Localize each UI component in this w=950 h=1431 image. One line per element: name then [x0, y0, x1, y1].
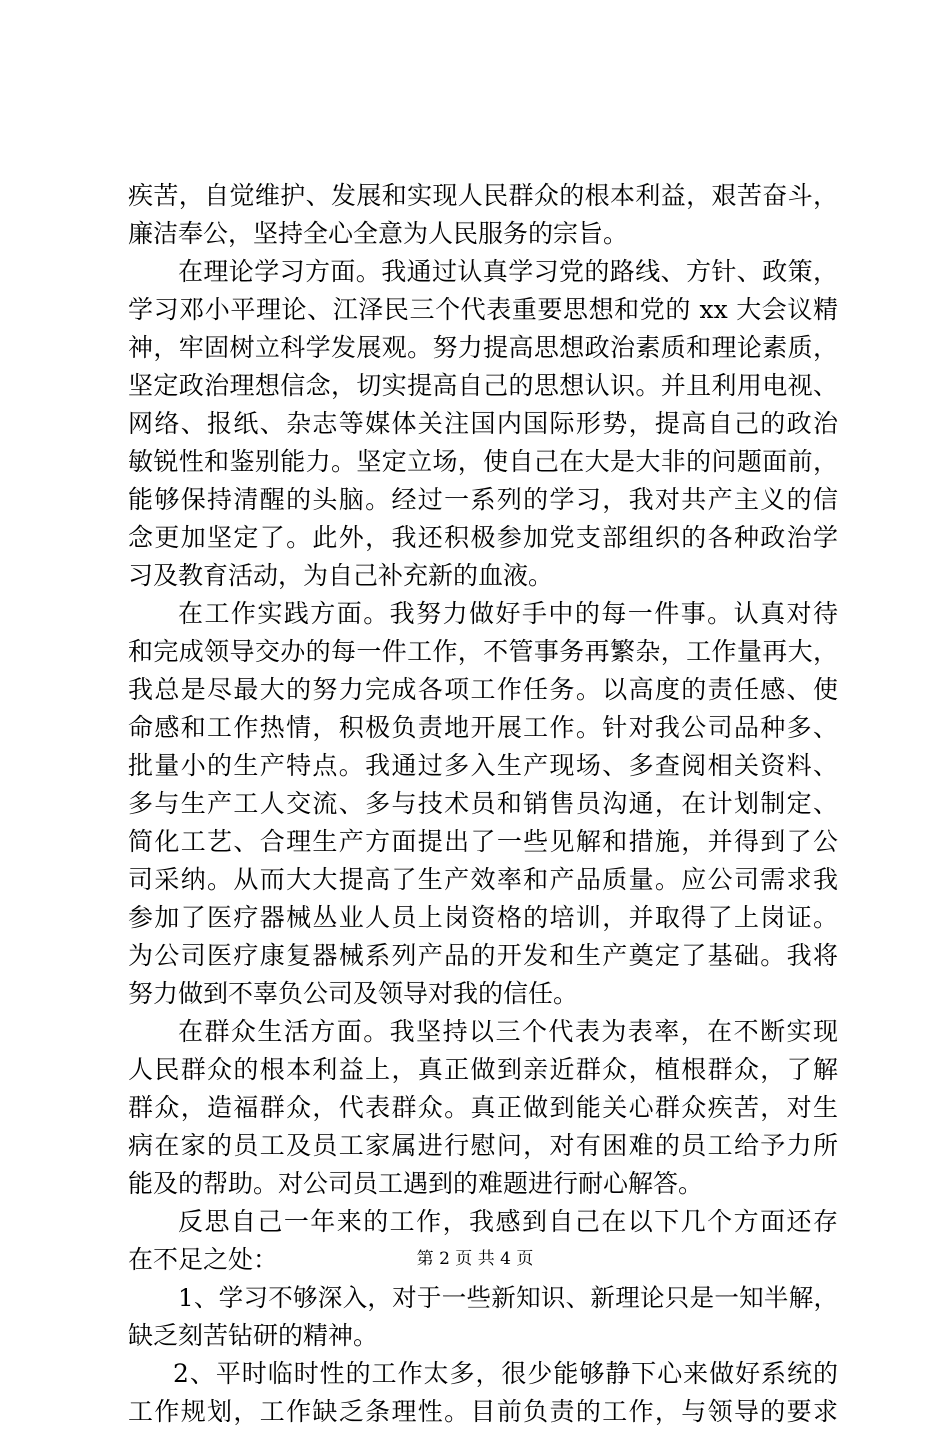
- text-line: 努力做到不辜负公司及领导对我的信任。: [128, 979, 579, 1008]
- text-line: 病在家的员工及员工家属进行慰问，对有困难的员工给予力所: [128, 1131, 838, 1160]
- text-line: 在理论学习方面。我通过认真学习党的路线、方针、政策，: [178, 257, 838, 286]
- text-line: 司采纳。从而大大提高了生产效率和产品质量。应公司需求我: [128, 865, 838, 894]
- text-line: 习及教育活动，为自己补充新的血液。: [128, 561, 554, 590]
- text-line: 为公司医疗康复器械系列产品的开发和生产奠定了基础。我将: [128, 941, 838, 970]
- text-line: 在工作实践方面。我努力做好手中的每一件事。认真对待: [178, 599, 838, 628]
- text-line: 群众，造福群众，代表群众。真正做到能关心群众疾苦，对生: [128, 1093, 838, 1122]
- text-line: 廉洁奉公，坚持全心全意为人民服务的宗旨。: [128, 219, 629, 248]
- text-line: 缺乏刻苦钻研的精神。: [128, 1321, 379, 1350]
- text-line: 批量小的生产特点。我通过多入生产现场、多查阅相关资料、: [128, 751, 838, 780]
- text-line: 人民群众的根本利益上，真正做到亲近群众，植根群众，了解: [128, 1055, 838, 1084]
- body-text: [128, 177, 838, 1431]
- text-line: 敏锐性和鉴别能力。坚定立场，使自己在大是大非的问题面前，: [128, 447, 838, 476]
- page-footer: 第 2 页 共 4 页: [416, 1249, 534, 1269]
- text-line: 在不足之处：: [128, 1245, 279, 1274]
- text-line: 命感和工作热情，积极负责地开展工作。针对我公司品种多、: [128, 713, 838, 742]
- text-line: 学习邓小平理论、江泽民三个代表重要思想和党的 xx 大会议精: [128, 295, 838, 324]
- text-line: 能及的帮助。对公司员工遇到的难题进行耐心解答。: [128, 1169, 704, 1198]
- text-line: 简化工艺、合理生产方面提出了一些见解和措施，并得到了公: [128, 827, 838, 856]
- text-line: 2、平时临时性的工作太多，很少能够静下心来做好系统的: [173, 1359, 838, 1388]
- text-line: 反思自己一年来的工作，我感到自己在以下几个方面还存: [178, 1207, 838, 1236]
- text-line: 坚定政治理想信念，切实提高自己的思想认识。并且利用电视、: [128, 371, 838, 400]
- text-line: 多与生产工人交流、多与技术员和销售员沟通，在计划制定、: [128, 789, 838, 818]
- text-line: 疾苦，自觉维护、发展和实现人民群众的根本利益，艰苦奋斗，: [128, 181, 838, 210]
- text-line: 神，牢固树立科学发展观。努力提高思想政治素质和理论素质，: [128, 333, 838, 362]
- text-line: 能够保持清醒的头脑。经过一系列的学习，我对共产主义的信: [128, 485, 838, 514]
- text-line: 念更加坚定了。此外，我还积极参加党支部组织的各种政治学: [128, 523, 838, 552]
- text-line: 网络、报纸、杂志等媒体关注国内国际形势，提高自己的政治: [128, 409, 838, 438]
- text-line: 和完成领导交办的每一件工作，不管事务再繁杂，工作量再大，: [128, 637, 838, 666]
- text-line: 我总是尽最大的努力完成各项工作任务。以高度的责任感、使: [128, 675, 838, 704]
- text-line: 在群众生活方面。我坚持以三个代表为表率，在不断实现: [178, 1017, 838, 1046]
- text-line: 工作规划，工作缺乏条理性。目前负责的工作，与领导的要求: [128, 1397, 838, 1426]
- text-line: 参加了医疗器械丛业人员上岗资格的培训，并取得了上岗证。: [128, 903, 838, 932]
- text-line: 1、学习不够深入，对于一些新知识、新理论只是一知半解，: [178, 1283, 838, 1312]
